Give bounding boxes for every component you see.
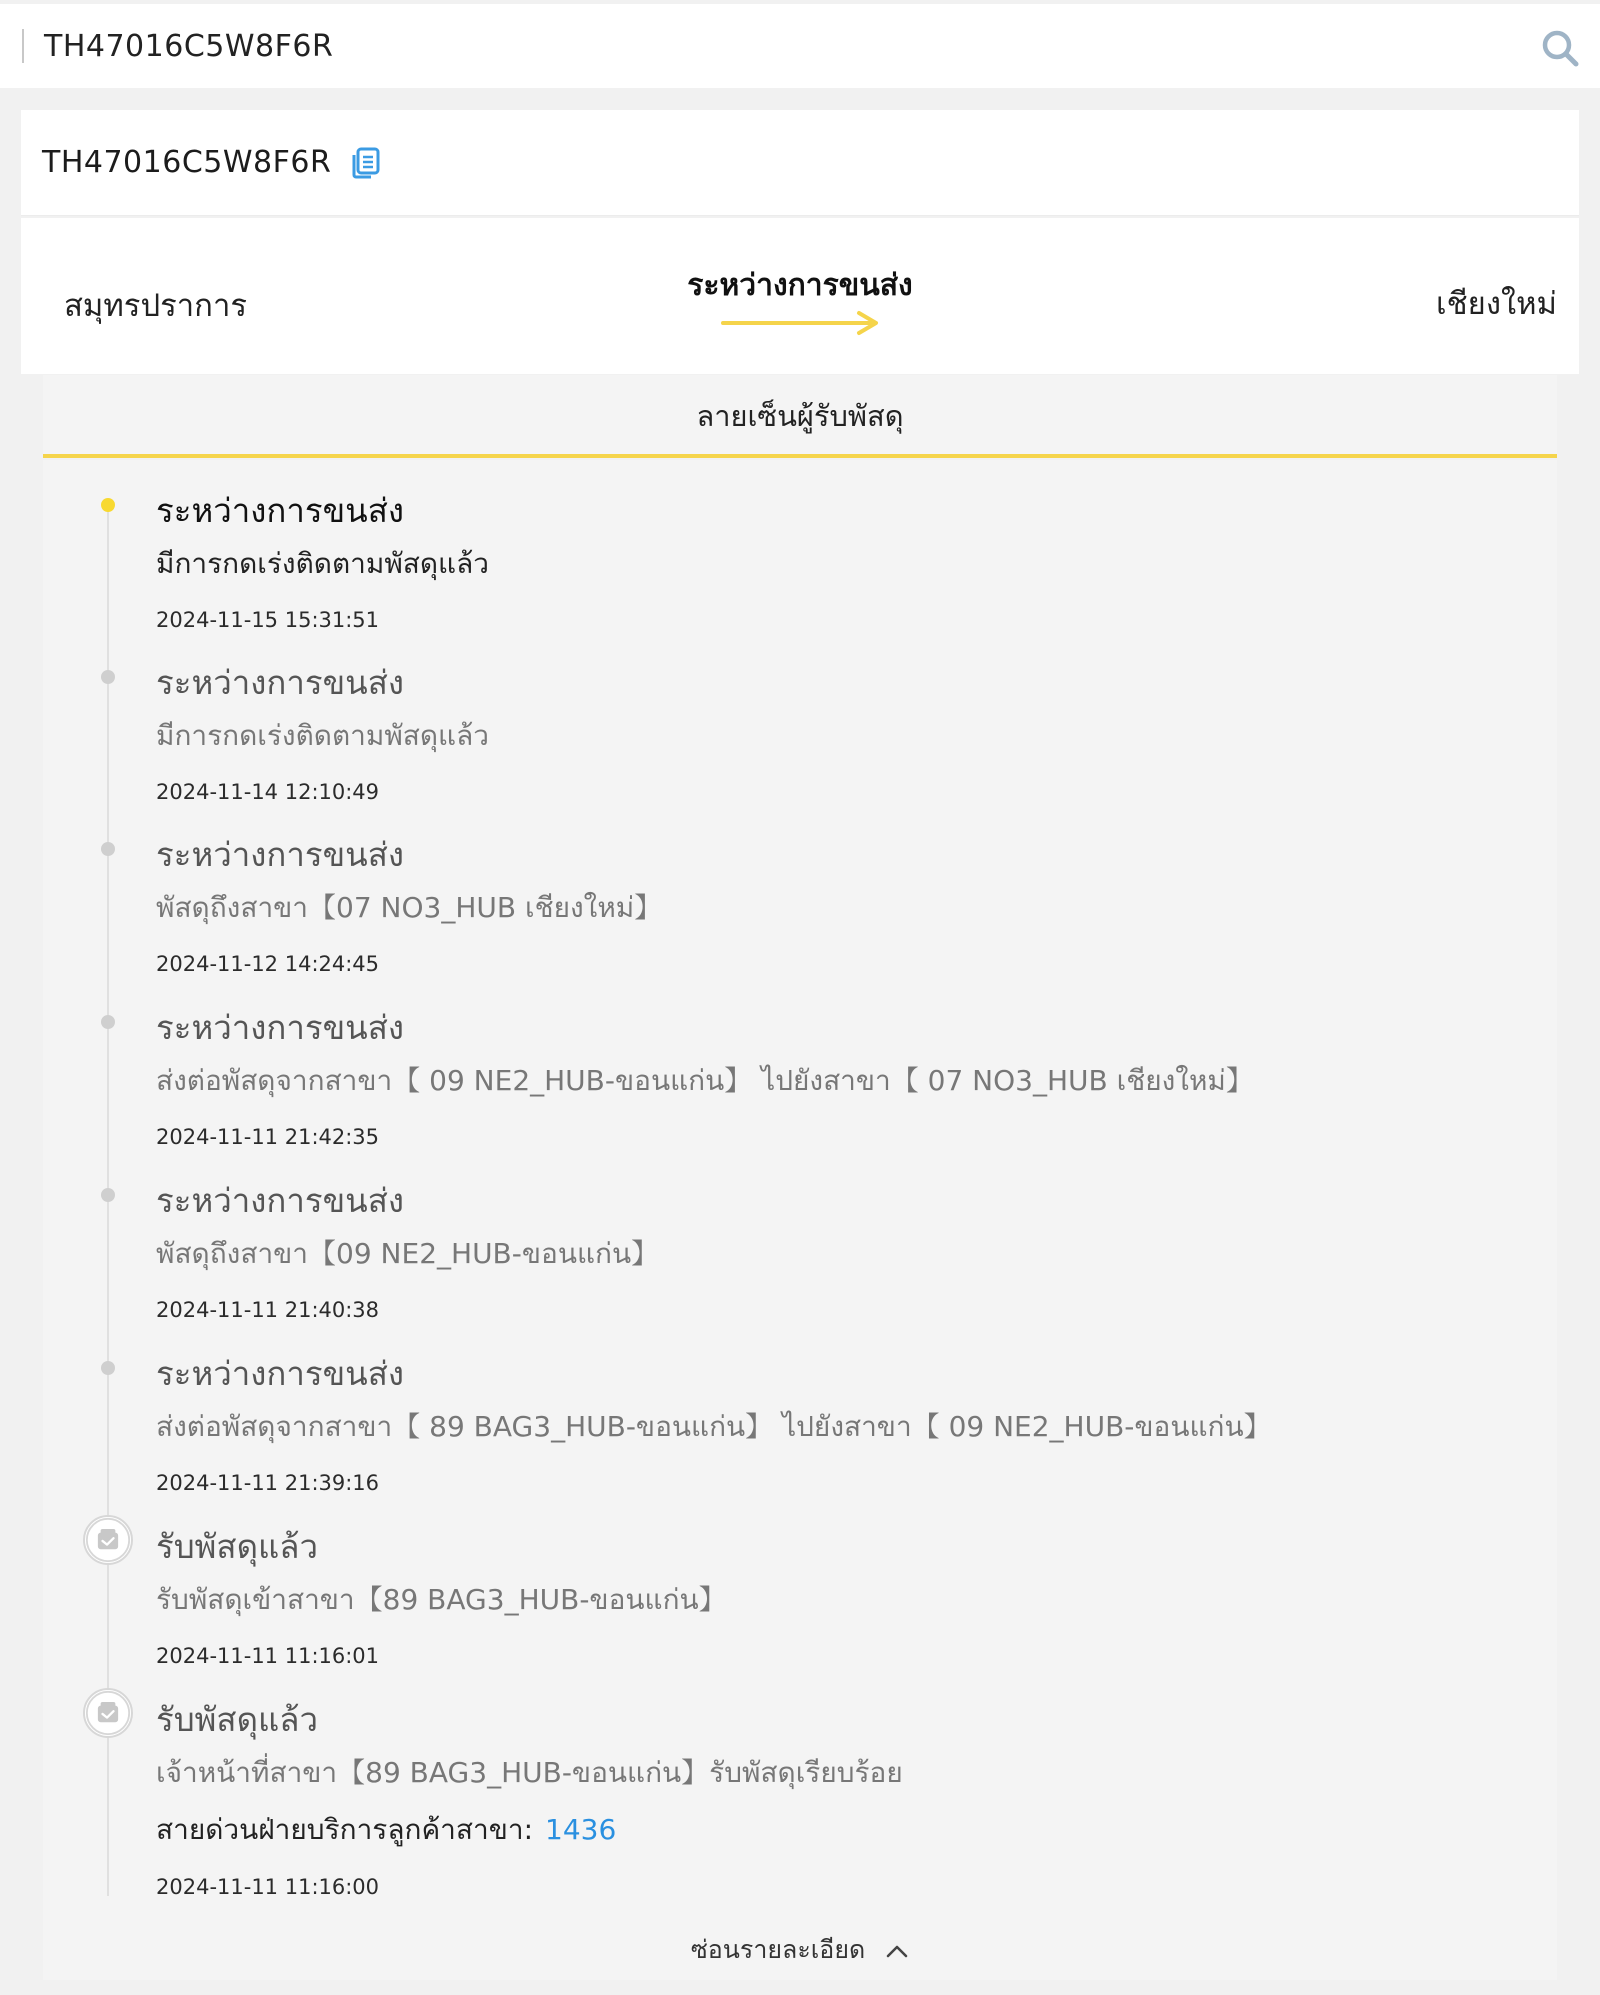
search-input[interactable]: TH47016C5W8F6R xyxy=(44,28,334,64)
tracking-number: TH47016C5W8F6R xyxy=(42,145,332,180)
event-description: มีการกดเร่งติดตามพัสดุแล้ว xyxy=(156,719,489,752)
event-description: เจ้าหน้าที่สาขา【89 BAG3_HUB-ขอนแก่น】รับพัสดุเรียบร้อย xyxy=(156,1756,903,1789)
tracking-number-card xyxy=(21,110,1579,216)
active-status-dot-icon xyxy=(101,498,115,512)
customer-hotline xyxy=(156,1808,616,1852)
destination-province: เชียงใหม่ xyxy=(1436,286,1557,322)
event-time: 2024-11-11 21:42:35 xyxy=(156,1125,380,1149)
hide-details-button[interactable] xyxy=(43,1930,1557,1970)
hide-details-label: ซ่อนรายละเอียด xyxy=(690,1935,866,1964)
event-title: ระหว่างการขนส่ง xyxy=(156,1354,404,1393)
search-bar[interactable] xyxy=(0,4,1600,88)
event-description: มีการกดเร่งติดตามพัสดุแล้ว xyxy=(156,547,489,580)
event-title: ระหว่างการขนส่ง xyxy=(156,491,404,530)
event-title: ระหว่างการขนส่ง xyxy=(156,835,404,874)
event-time: 2024-11-12 14:24:45 xyxy=(156,952,380,976)
event-time: 2024-11-14 12:10:49 xyxy=(156,780,380,804)
event-title: ระหว่างการขนส่ง xyxy=(156,663,404,702)
package-icon xyxy=(83,1515,133,1565)
tab-recipient-signature[interactable]: ลายเซ็นผู้รับพัสดุ xyxy=(43,375,1557,458)
event-time: 2024-11-15 15:31:51 xyxy=(156,608,380,632)
event-time: 2024-11-11 11:16:00 xyxy=(156,1875,380,1899)
status-dot-icon xyxy=(101,1015,115,1029)
tracking-timeline xyxy=(43,460,1557,1980)
search-icon[interactable] xyxy=(1538,26,1582,70)
event-description: รับพัสดุเข้าสาขา【89 BAG3_HUB-ขอนแก่น】 xyxy=(156,1583,727,1616)
event-time: 2024-11-11 21:39:16 xyxy=(156,1471,380,1495)
shipment-status: ระหว่างการขนส่ง xyxy=(687,268,913,303)
status-dot-icon xyxy=(101,1361,115,1375)
status-dot-icon xyxy=(101,842,115,856)
package-icon xyxy=(83,1688,133,1738)
event-title: รับพัสดุแล้ว xyxy=(156,1700,319,1739)
text-cursor xyxy=(22,29,24,63)
event-title: ระหว่างการขนส่ง xyxy=(156,1008,404,1047)
status-dot-icon xyxy=(101,670,115,684)
origin-province: สมุทรปราการ xyxy=(64,288,248,324)
copy-icon[interactable] xyxy=(349,146,381,180)
event-title: รับพัสดุแล้ว xyxy=(156,1527,319,1566)
route-panel xyxy=(21,218,1579,374)
event-description: ส่งต่อพัสดุจากสาขา【 09 NE2_HUB-ขอนแก่น】 ไปยังสาขา【 07 NO3_HUB เชียงใหม่】 xyxy=(156,1064,1254,1097)
event-title: ระหว่างการขนส่ง xyxy=(156,1181,404,1220)
event-time: 2024-11-11 11:16:01 xyxy=(156,1644,380,1668)
chevron-up-icon xyxy=(885,1943,909,1959)
status-dot-icon xyxy=(101,1188,115,1202)
event-time: 2024-11-11 21:40:38 xyxy=(156,1298,380,1322)
event-description: ส่งต่อพัสดุจากสาขา【 89 BAG3_HUB-ขอนแก่น】 ไปยังสาขา【 09 NE2_HUB-ขอนแก่น】 xyxy=(156,1410,1272,1443)
hotline-number-link[interactable]: 1436 xyxy=(545,1813,617,1846)
route-arrow-icon xyxy=(721,310,881,336)
event-description: พัสดุถึงสาขา【09 NE2_HUB-ขอนแก่น】 xyxy=(156,1237,660,1270)
hotline-label: สายด่วนฝ่ายบริการลูกค้าสาขา: xyxy=(156,1813,534,1846)
event-description: พัสดุถึงสาขา【07 NO3_HUB เชียงใหม่】 xyxy=(156,891,663,924)
